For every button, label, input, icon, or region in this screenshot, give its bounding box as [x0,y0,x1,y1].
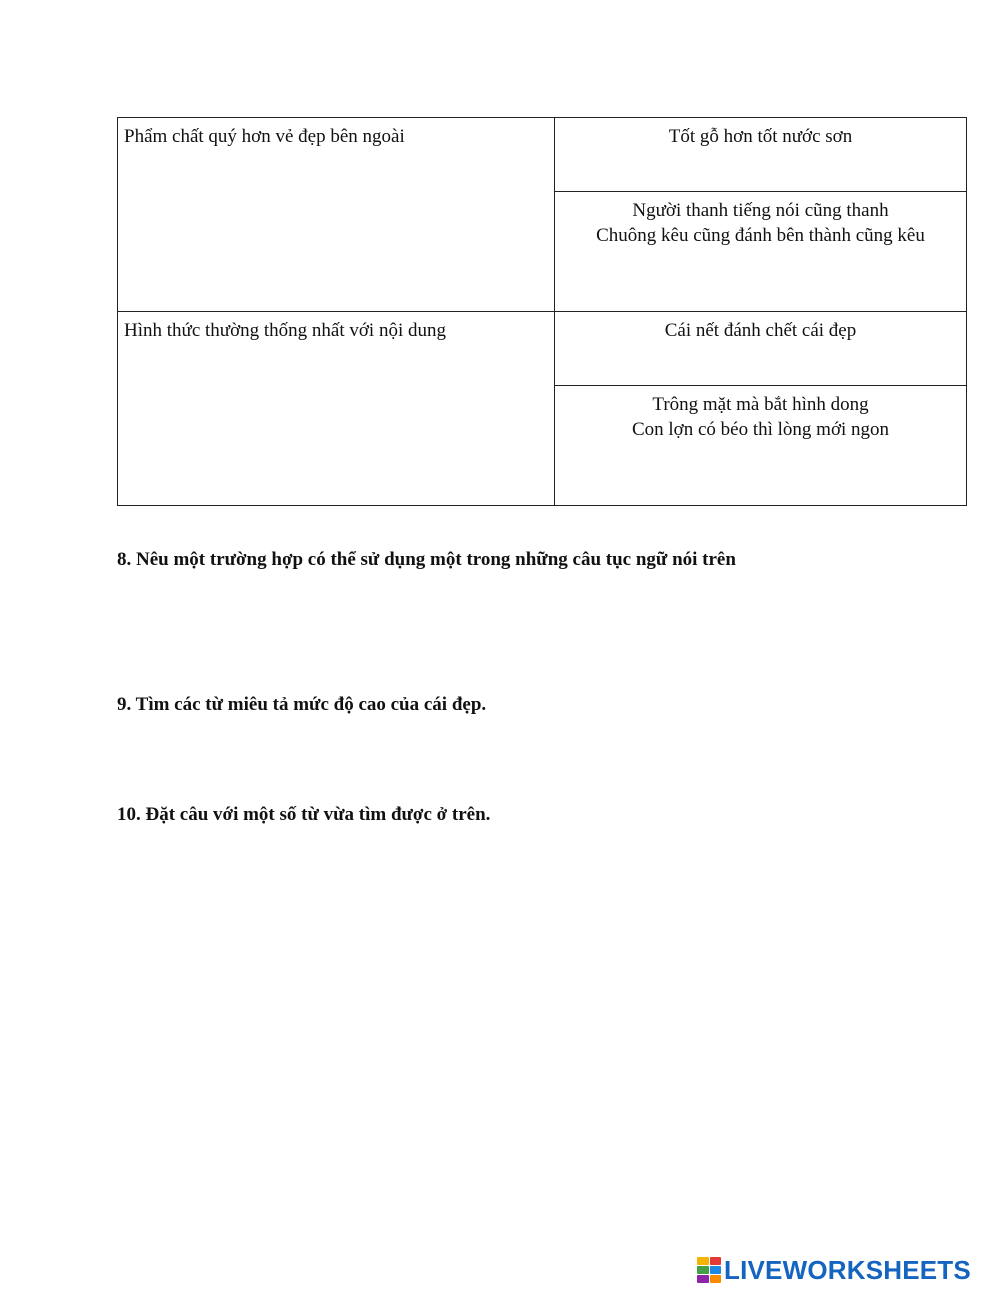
proverb-cell [555,386,967,506]
logo-text: LIVEWORKSHEETS [724,1255,971,1285]
question-10: 10. Đặt câu với một số từ vừa tìm được ở trên. [117,804,491,825]
category-label: Hình thức thường thống nhất với nội dung [124,320,446,341]
table-row [118,118,967,192]
logo-blocks-icon [697,1257,721,1283]
question-9: 9. Tìm các từ miêu tả mức độ cao của cái đẹp. [117,694,487,715]
proverb-line: Trông mặt mà bắt hình dong [652,394,869,415]
category-label: Phẩm chất quý hơn vẻ đẹp bên ngoài [124,126,405,147]
proverb-cell [555,312,967,386]
proverb-line: Chuông kêu cũng đánh bên thành cũng kêu [596,225,925,246]
liveworksheets-logo [697,1256,971,1284]
table-row [118,312,967,386]
proverb-cell [555,118,967,192]
proverb-line: Cái nết đánh chết cái đẹp [664,320,857,341]
proverb-line: Con lợn có béo thì lòng mới ngon [631,419,890,440]
proverb-line: Người thanh tiếng nói cũng thanh [632,200,889,221]
category-cell [118,118,555,312]
proverb-table [117,117,967,506]
proverb-cell [555,192,967,312]
question-8: 8. Nêu một trường hợp có thể sử dụng một trong những câu tục ngữ nói trên [117,549,736,570]
proverb-line: Tốt gỗ hơn tốt nước sơn [668,126,853,147]
category-cell [118,312,555,506]
